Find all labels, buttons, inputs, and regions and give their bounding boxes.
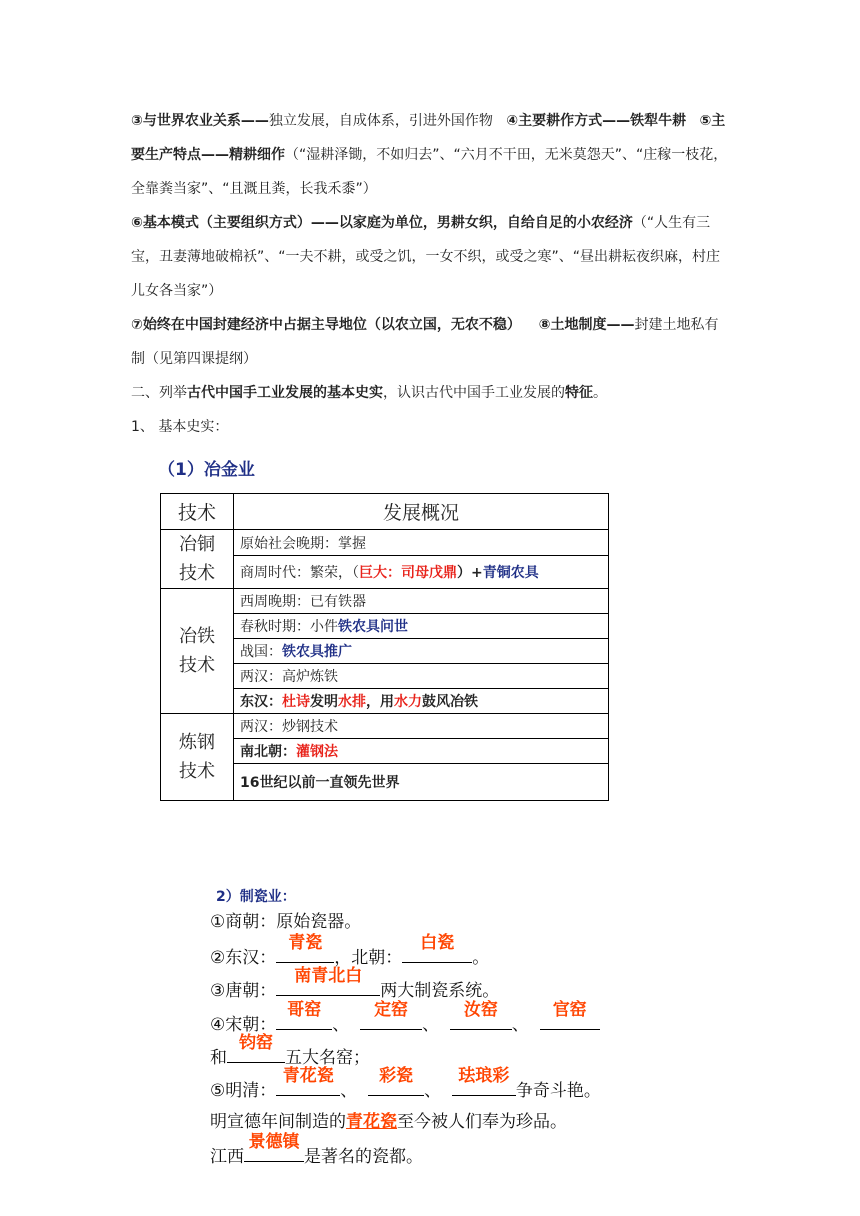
table-cell: 南北朝：灌钢法 (234, 739, 609, 764)
answer-blank: 景德镇 (244, 1139, 304, 1162)
agri-paragraph-3 (131, 308, 731, 376)
text: ⑦始终在中国封建经济中占据主导地位（以农立国，无农不稳） (131, 317, 521, 333)
table-cell: 战国：铁农具推广 (234, 639, 609, 664)
answer-blank: 官窑 (540, 1007, 600, 1030)
text: ⑤主要生产特点——精耕细作 (131, 113, 726, 163)
table-row (161, 714, 609, 739)
answer-blank: 青花瓷 (276, 1073, 340, 1096)
category-iron: 冶铁技术 (161, 589, 234, 714)
table-cell: 16世纪以前一直领先世界 (234, 764, 609, 801)
text: ④主要耕作方式——铁犁牛耕 (506, 113, 687, 129)
text: 二、列举 (131, 385, 187, 401)
section-heading-2 (131, 376, 731, 410)
category-steel: 炼钢技术 (161, 714, 234, 801)
table-header-row (161, 494, 609, 530)
answer-blank: 珐琅彩 (452, 1073, 516, 1096)
answer-blank: 白瓷 (402, 940, 472, 963)
header-tech: 技术 (161, 494, 234, 530)
answer-blank: 定窑 (360, 1007, 422, 1030)
table-row (161, 530, 609, 556)
text: （“湿耕泽锄，不如归去”、“六月不干田，无米莫怨天”、“庄稼一枝花，全靠粪当家”、“且溉且粪，长我禾黍”） (131, 147, 728, 197)
text: 。 (593, 385, 607, 401)
table-cell: 东汉：杜诗发明水排，用水力鼓风冶铁 (234, 689, 609, 714)
porcelain-line-7: 明宣德年间制造的青花瓷至今被人们奉为珍品。 (210, 1112, 567, 1132)
porcelain-line-5: 和 钧窑 五大名窑； (210, 1033, 370, 1068)
answer-blank: 南青北白 (276, 973, 380, 996)
table-cell: 春秋时期：小件铁农具问世 (234, 614, 609, 639)
header-development: 发展概况 (234, 494, 609, 530)
porcelain-title: 2）制瓷业： (216, 889, 296, 905)
text: ⑥基本模式（主要组织方式）——以家庭为单位，男耕女织，自给自足的小农经济 (131, 215, 633, 231)
text: 古代中国手工业发展的基本史实 (187, 385, 383, 401)
answer-blank: 汝窑 (450, 1007, 512, 1030)
text: 特征 (565, 385, 593, 401)
text: 封建土地私有制（见第四课提纲） (131, 317, 719, 367)
porcelain-line-2: ②东汉： 青瓷 ，北朝： 白瓷 。 (210, 933, 490, 968)
table-cell: 原始社会晚期：掌握 (234, 530, 609, 556)
category-copper: 冶铜技术 (161, 530, 234, 589)
table-cell: 商周时代：繁荣，（巨大：司母戊鼎）+青铜农具 (234, 556, 609, 589)
metallurgy-table (160, 493, 609, 801)
porcelain-line-6: ⑤明清： 青花瓷 、 彩瓷 、 珐琅彩 争奇斗艳。 (210, 1066, 601, 1101)
basic-facts-heading (131, 410, 731, 444)
answer-blank: 彩瓷 (368, 1073, 424, 1096)
porcelain-line-1: ①商朝：原始瓷器。 (210, 912, 362, 932)
text: 独立发展，自成体系，引进外国作物 (268, 113, 493, 129)
metallurgy-title: （1）冶金业 (158, 460, 255, 480)
answer-blank: 哥窑 (276, 1007, 332, 1030)
porcelain-line-3: ③唐朝： 南青北白 两大制瓷系统。 (210, 966, 500, 1001)
text: ⑧土地制度—— (538, 317, 635, 333)
porcelain-line-4: ④宋朝： 哥窑 、 定窑 、 汝窑 、 官窑 (210, 1007, 600, 1042)
text: ③与世界农业关系—— (131, 113, 269, 129)
agri-paragraph-2 (131, 206, 731, 308)
text: （“人生有三宝，丑妻薄地破棉袄”、“一夫不耕，或受之饥，一女不织，或受之寒”、“昼出耕耘夜织麻，村庄儿女各当家”） (131, 215, 721, 299)
agri-paragraph-1 (131, 104, 731, 206)
table-cell: 西周晚期：已有铁器 (234, 589, 609, 614)
text: ，认识古代中国手工业发展的 (383, 385, 565, 401)
table-row (161, 589, 609, 614)
table-cell: 两汉：炒钢技术 (234, 714, 609, 739)
answer-blank: 青瓷 (276, 940, 334, 963)
porcelain-line-8: 江西 景德镇 是著名的瓷都。 (210, 1132, 423, 1167)
table-cell: 两汉：高炉炼铁 (234, 664, 609, 689)
text: 1、 基本史实： (131, 419, 229, 435)
answer-blank: 钧窑 (227, 1040, 285, 1063)
